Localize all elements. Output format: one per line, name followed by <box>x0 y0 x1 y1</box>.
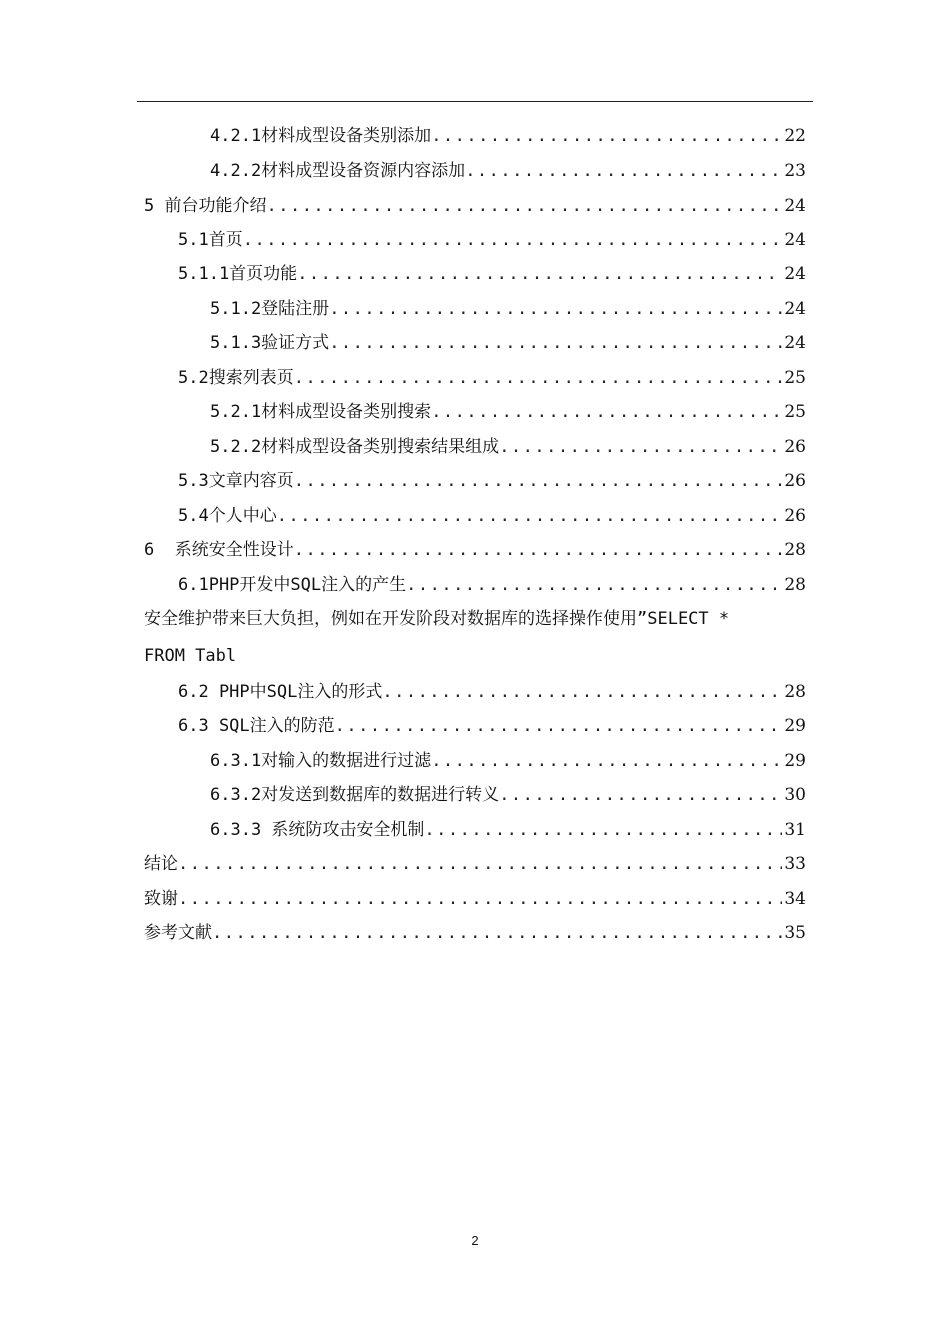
toc-leader-dots <box>329 327 782 359</box>
toc-entry-label: 5.2.1材料成型设备类别搜索 <box>210 402 432 422</box>
toc-entry-label: 6.3.2对发送到数据库的数据进行转义 <box>210 785 500 805</box>
toc-leader-dots <box>499 431 782 463</box>
toc-entry-label: 5 前台功能介绍 <box>144 196 267 216</box>
toc-entry-label: 5.3文章内容页 <box>178 471 294 491</box>
toc-leader-dots <box>294 534 783 566</box>
toc-entry[interactable] <box>210 155 806 187</box>
toc-leader-dots <box>499 779 782 811</box>
toc-entry[interactable] <box>178 465 806 497</box>
toc-leader-dots <box>431 396 782 428</box>
toc-entry[interactable] <box>144 534 806 566</box>
toc-entry-page: 34 <box>784 889 806 909</box>
toc-entry-page: 28 <box>784 540 806 560</box>
toc-entry[interactable] <box>210 396 806 428</box>
toc-entry-label: 5.1.1首页功能 <box>178 264 298 284</box>
toc-leader-dots <box>431 745 782 777</box>
toc-entry-label: 5.2.2材料成型设备类别搜索结果组成 <box>210 437 500 457</box>
toc-leader-dots <box>212 917 782 949</box>
toc-entry-label: 致谢 <box>144 889 178 909</box>
toc-entry[interactable] <box>178 224 806 256</box>
toc-entry[interactable] <box>178 569 806 601</box>
toc-entry-label: 参考文献 <box>144 923 212 943</box>
toc-leader-dots <box>335 710 783 742</box>
toc-leader-dots <box>465 155 782 187</box>
page-number: 2 <box>471 1233 479 1248</box>
toc-entry[interactable] <box>144 190 806 222</box>
toc-entry-label: 5.1.3验证方式 <box>210 333 330 353</box>
toc-entry-page: 29 <box>784 751 806 771</box>
toc-entry-page: 26 <box>784 506 806 526</box>
toc-leader-dots <box>266 190 782 222</box>
toc-entry[interactable] <box>210 293 806 325</box>
toc-entry-label: 6.2 PHP中SQL注入的形式 <box>178 682 383 702</box>
toc-entry[interactable] <box>178 710 806 742</box>
toc-entry-label: 6 系统安全性设计 <box>144 540 294 560</box>
toc-entry-page: 24 <box>784 230 806 250</box>
toc-entry-page: 28 <box>784 575 806 595</box>
toc-entry-page: 26 <box>784 437 806 457</box>
toc-entry[interactable] <box>144 917 806 949</box>
toc-entry-label: 6.3.1对输入的数据进行过滤 <box>210 751 432 771</box>
toc-entry[interactable] <box>210 779 806 811</box>
toc-entry-page: 26 <box>784 471 806 491</box>
toc-leader-dots <box>431 120 782 152</box>
toc-entry-page: 24 <box>784 264 806 284</box>
toc-entry[interactable] <box>144 883 806 915</box>
toc-leader-dots <box>424 814 782 846</box>
toc-entry[interactable] <box>144 848 806 880</box>
toc-entry[interactable] <box>210 814 806 846</box>
toc-entry[interactable] <box>178 676 806 708</box>
toc-entry[interactable] <box>178 362 806 394</box>
toc-leader-dots <box>178 848 782 880</box>
toc-entry-label: 6.1PHP开发中SQL注入的产生 <box>178 575 407 595</box>
toc-leader-dots <box>243 224 783 256</box>
toc-leader-dots <box>406 569 782 601</box>
toc-entry-page: 35 <box>784 923 806 943</box>
toc-entry-page: 24 <box>784 196 806 216</box>
toc-leader-dots <box>294 362 783 394</box>
toc-entry-label: 结论 <box>144 854 178 874</box>
stray-text-line: 安全维护带来巨大负担，例如在开发阶段对数据库的选择操作使用”SELECT * <box>144 609 730 629</box>
toc-entry[interactable] <box>210 327 806 359</box>
toc-entry-label: 5.2搜索列表页 <box>178 368 294 388</box>
toc-entry[interactable] <box>210 745 806 777</box>
toc-entry-page: 28 <box>784 682 806 702</box>
toc-leader-dots <box>382 676 782 708</box>
toc-entry-label: 4.2.1材料成型设备类别添加 <box>210 126 432 146</box>
toc-entry-page: 24 <box>784 299 806 319</box>
toc-entry-label: 5.1首页 <box>178 230 243 250</box>
toc-entry[interactable] <box>210 431 806 463</box>
toc-entry[interactable] <box>178 258 806 290</box>
toc-entry-label: 5.1.2登陆注册 <box>210 299 330 319</box>
toc-leader-dots <box>294 465 783 497</box>
toc-entry-page: 25 <box>784 402 806 422</box>
toc-entry-label: 5.4个人中心 <box>178 506 277 526</box>
toc-entry[interactable] <box>210 120 806 152</box>
toc-leader-dots <box>297 258 782 290</box>
toc-entry-label: 6.3.3 系统防攻击安全机制 <box>210 820 425 840</box>
header-rule <box>137 101 813 102</box>
toc-entry-page: 33 <box>784 854 806 874</box>
toc-entry-page: 31 <box>784 820 806 840</box>
stray-text-line: FROM Tabl <box>144 646 237 666</box>
toc-entry-page: 25 <box>784 368 806 388</box>
toc-entry-page: 23 <box>784 161 806 181</box>
toc-entry-page: 22 <box>784 126 806 146</box>
toc-entry-page: 29 <box>784 716 806 736</box>
toc-entry-label: 4.2.2材料成型设备资源内容添加 <box>210 161 466 181</box>
toc-leader-dots <box>277 500 783 532</box>
toc-leader-dots <box>178 883 782 915</box>
toc-entry-label: 6.3 SQL注入的防范 <box>178 716 335 736</box>
toc-entry-page: 30 <box>784 785 806 805</box>
toc-entry[interactable] <box>178 500 806 532</box>
toc-leader-dots <box>329 293 782 325</box>
toc-entry-page: 24 <box>784 333 806 353</box>
